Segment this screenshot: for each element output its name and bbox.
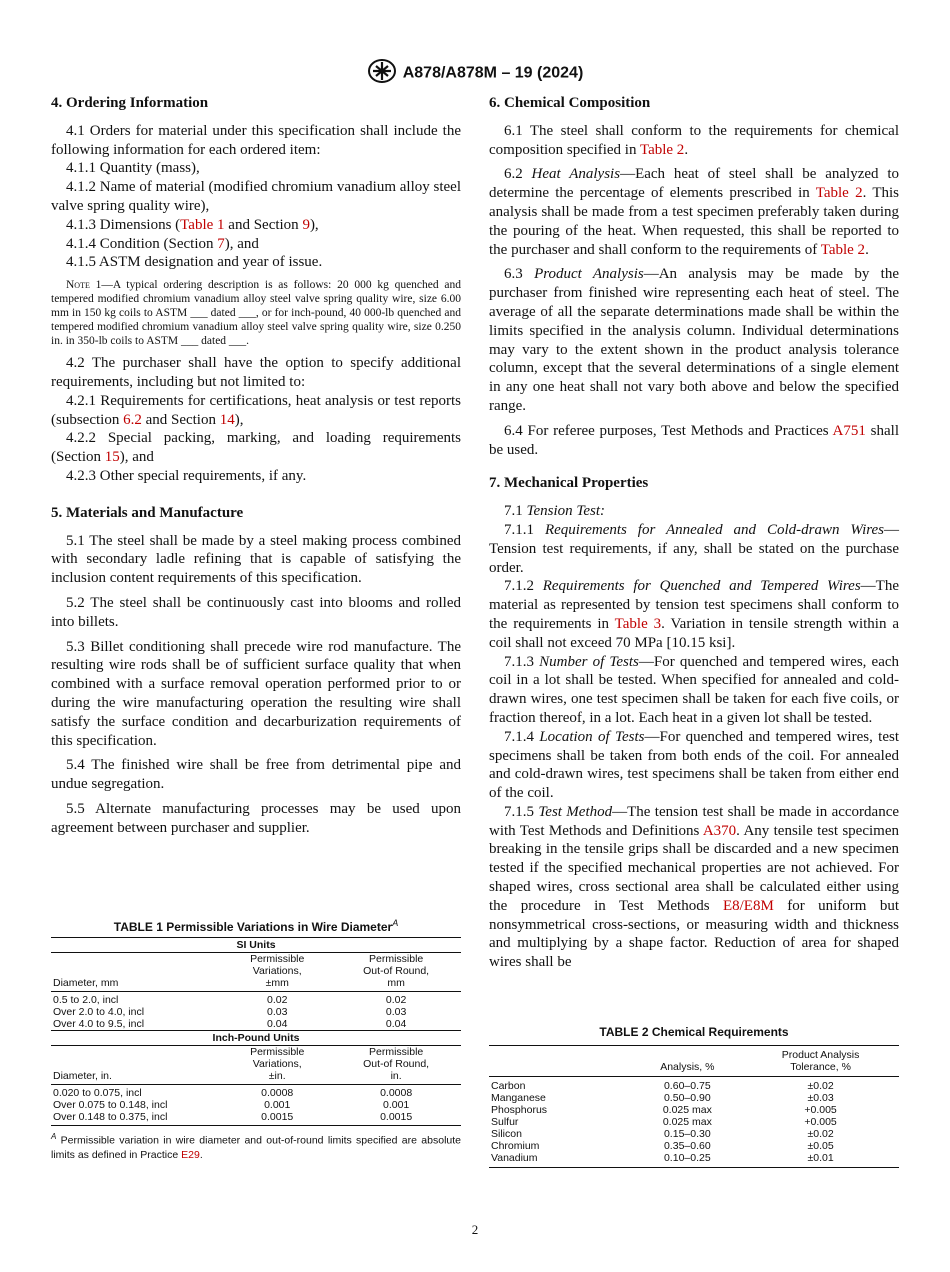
section-4-title: 4. Ordering Information <box>51 95 209 111</box>
si-units-label: SI Units <box>236 939 276 951</box>
note-1: Note 1—A typical ordering description is as follows: 20 000 kg quenched and tempered modified chromium vanadium alloy steel valve spring quality wire, size 6.00 mm in 150 kg coils to ASTM ___ dated ___, or for inch-pound, 40 000-lb quenched and tempered modified chromium vanadium alloy steel valve spring quality wire, size 0.250 in. in 350-lb coils to ASTM ___ dated ___. <box>51 279 461 348</box>
link-table-2[interactable]: Table 2 <box>639 141 685 158</box>
table-2 <box>489 1025 899 1168</box>
table-row: Chromium 0.35–0.60 ±0.05 <box>491 1140 834 1152</box>
para-7-1-2: 7.1.2 Requirements for Quenched and Tempered Wires—The material as represented by tension test specimens shall conform to the requirements in Table 3. Variation in tensile strength within a coil shall not exceed 70 MPa [10.15 ksi]. <box>489 578 899 651</box>
para-4-1-2: 4.1.2 Name of material (modified chromium vanadium alloy steel valve spring quality wire), <box>51 179 461 214</box>
section-5-title: 5. Materials and Manufacture <box>51 504 244 521</box>
head-tolerance: Product Analysis Tolerance, % <box>781 1049 860 1073</box>
table-row: Vanadium 0.10–0.25 ±0.01 <box>489 1152 899 1168</box>
table-2-caption: TABLE 2 Chemical Requirements <box>599 1025 789 1039</box>
ip-head-diameter: Diameter, in. <box>53 1070 112 1082</box>
head-analysis: Analysis, % <box>660 1061 715 1073</box>
table-row: Over 0.075 to 0.148, incl 0.001 0.001 <box>53 1099 410 1111</box>
para-4-2: 4.2 The purchaser shall have the option to specify additional requirements, including but not limited to: <box>51 355 461 390</box>
para-7-1: 7.1 Tension Test: <box>504 503 606 520</box>
right-column <box>489 94 899 972</box>
section-7-title: 7. Mechanical Properties <box>489 475 649 492</box>
table-row: Silicon 0.15–0.30 ±0.02 <box>491 1128 834 1140</box>
para-7-1-1: 7.1.1 Requirements for Annealed and Cold-drawn Wires—Tension test requirements, if any, shall be stated on the purchase order. <box>489 521 900 576</box>
table-row: Carbon 0.60–0.75 ±0.02 <box>491 1080 834 1092</box>
link-6-2[interactable]: 6.2 <box>123 411 142 428</box>
left-column <box>51 94 461 844</box>
link-e29[interactable]: E29 <box>181 1148 200 1161</box>
para-6-4: 6.4 For referee purposes, Test Methods and Practices A751 shall be used. <box>489 422 899 458</box>
table-row: Sulfur 0.025 max +0.005 <box>491 1116 837 1128</box>
si-head-variations: Permissible Variations, ±mm <box>250 953 305 989</box>
section-6-title: 6. Chemical Composition <box>489 95 651 111</box>
table-row: 0.5 to 2.0, incl 0.02 0.02 <box>53 994 407 1006</box>
para-6-3: 6.3 Product Analysis—An analysis may be made by the purchaser from finished wire representing each heat of steel. The average of all the separate determinations made shall be within the limits specified in the analysis column. Individual determinations may vary to the extent shown in the product analysis tolerance column, except that the several determinations of a single element in any one heat shall not vary both above and below the specified range. <box>489 266 900 414</box>
para-4-1-4: 4.1.4 Condition (Section 7), and <box>66 235 259 252</box>
para-7-1-4: 7.1.4 Location of Tests—For quenched and tempered wires, test specimens shall be taken from both ends of the coil. For annealed and cold-drawn wires, test specimens shall be taken from either end of the coil. <box>489 728 900 802</box>
ip-units-label: Inch-Pound Units <box>212 1032 300 1044</box>
link-section-7[interactable]: 7 <box>217 235 225 252</box>
table-row: Over 0.148 to 0.375, incl 0.0015 0.0015 <box>51 1111 461 1126</box>
para-5-1: 5.1 The steel shall be made by a steel making process combined with secondary ladle refining that is capable of satisfying the inclusion content requirements of this specification. <box>51 532 461 587</box>
para-4-1: 4.1 Orders for material under this specification shall include the following information for each ordered item: <box>51 122 461 158</box>
link-table-3[interactable]: Table 3 <box>614 615 662 632</box>
link-table-2[interactable]: Table 2 <box>820 241 866 258</box>
para-7-1-5: 7.1.5 Test Method—The tension test shall be made in accordance with Test Methods and Definitions A370. Any tensile test specimen breaking in the tensile grips shall be discarded and a new specimen tested if the specified mechanical properties are not achieved. For shaped wires, cross sectional area shall be calculated either using the procedure in Test Methods E8/E8M for uniform but nonsymmetrical cross-sections, or measuring width and thickness and multiplying by a shape factor. Reduction of area for shaped wires shall be <box>489 803 900 971</box>
link-e8[interactable]: E8/E8M <box>722 897 774 914</box>
table-row: Over 4.0 to 9.5, incl 0.04 0.04 <box>51 1018 461 1031</box>
page-header <box>0 58 950 89</box>
para-4-1-1: 4.1.1 Quantity (mass), <box>66 160 200 177</box>
astm-logo-icon <box>367 58 397 89</box>
para-4-2-1: 4.2.1 Requirements for certifications, heat analysis or test reports (subsection 6.2 and Section 14), <box>51 392 461 428</box>
para-5-4: 5.4 The finished wire shall be free from detrimental pipe and undue segregation. <box>51 757 461 793</box>
link-a370[interactable]: A370 <box>702 822 737 839</box>
si-head-diameter: Diameter, mm <box>53 977 119 989</box>
para-4-2-2: 4.2.2 Special packing, marking, and loading requirements (Section 15), and <box>51 430 461 466</box>
table-row: 0.020 to 0.075, incl 0.0008 0.0008 <box>53 1087 413 1099</box>
para-6-2: 6.2 Heat Analysis—Each heat of steel shall be analyzed to determine the percentage of elements prescribed in Table 2. This analysis shall be made from a test specimen preferably taken during the pouring of the heat. When requested, this shall be reported to the purchaser and shall conform to the requirements of Table 2. <box>489 166 900 258</box>
table-1 <box>51 918 461 1162</box>
ip-head-variations: Permissible Variations, ±in. <box>250 1046 305 1082</box>
link-section-9[interactable]: 9 <box>302 216 310 233</box>
para-4-1-5: 4.1.5 ASTM designation and year of issue. <box>66 254 323 271</box>
table-row: Manganese 0.50–0.90 ±0.03 <box>491 1092 834 1104</box>
link-section-15[interactable]: 15 <box>104 449 120 466</box>
page-number: 2 <box>471 1222 479 1237</box>
para-5-2: 5.2 The steel shall be continuously cast into blooms and rolled into billets. <box>51 594 461 630</box>
link-table-1[interactable]: Table 1 <box>180 216 225 233</box>
para-4-2-3: 4.2.3 Other special requirements, if any. <box>66 467 307 484</box>
table-row: Over 2.0 to 4.0, incl 0.03 0.03 <box>53 1006 407 1018</box>
table-1-caption: TABLE 1 Permissible Variations in Wire Diameter$^A$ <box>113 918 399 934</box>
para-6-1: 6.1 The steel shall conform to the requirements for chemical composition specified in Table 2. <box>489 122 899 158</box>
para-5-5: 5.5 Alternate manufacturing processes may be used upon agreement between purchaser and supplier. <box>51 800 461 836</box>
table-row: Phosphorus 0.025 max +0.005 <box>491 1104 837 1116</box>
ip-head-outofround: Permissible Out-of Round, in. <box>363 1046 430 1082</box>
para-5-3: 5.3 Billet conditioning shall precede wire rod manufacture. The resulting wire rods shall be of sufficient surface quality that when combined with a surface removal operation performed prior to or during the wire manufacturing operation the resulting wire shall satisfy the surface condition and decarburization requirements of this specification. <box>51 638 461 749</box>
link-section-14[interactable]: 14 <box>219 411 235 428</box>
table-1-footnote: $^A$ Permissible variation in wire diameter and out-of-round limits specified are absolute limits as defined in Practice E29. <box>51 1132 461 1161</box>
link-table-2[interactable]: Table 2 <box>815 185 863 202</box>
si-head-outofround: Permissible Out-of Round, mm <box>363 953 430 989</box>
link-a751[interactable]: A751 <box>832 422 866 439</box>
para-7-1-3: 7.1.3 Number of Tests—For quenched and tempered wires, each coil in a lot shall be tested. When specified for annealed and cold-drawn wires, one test specimen shall be taken for each five coils, or fraction thereof, in a lot. Each heat in a given lot shall be tested. <box>489 653 900 726</box>
para-4-1-3: 4.1.3 Dimensions (Table 1 and Section 9), <box>66 216 319 233</box>
designation: A878/A878M – 19 (2024) <box>402 64 584 82</box>
